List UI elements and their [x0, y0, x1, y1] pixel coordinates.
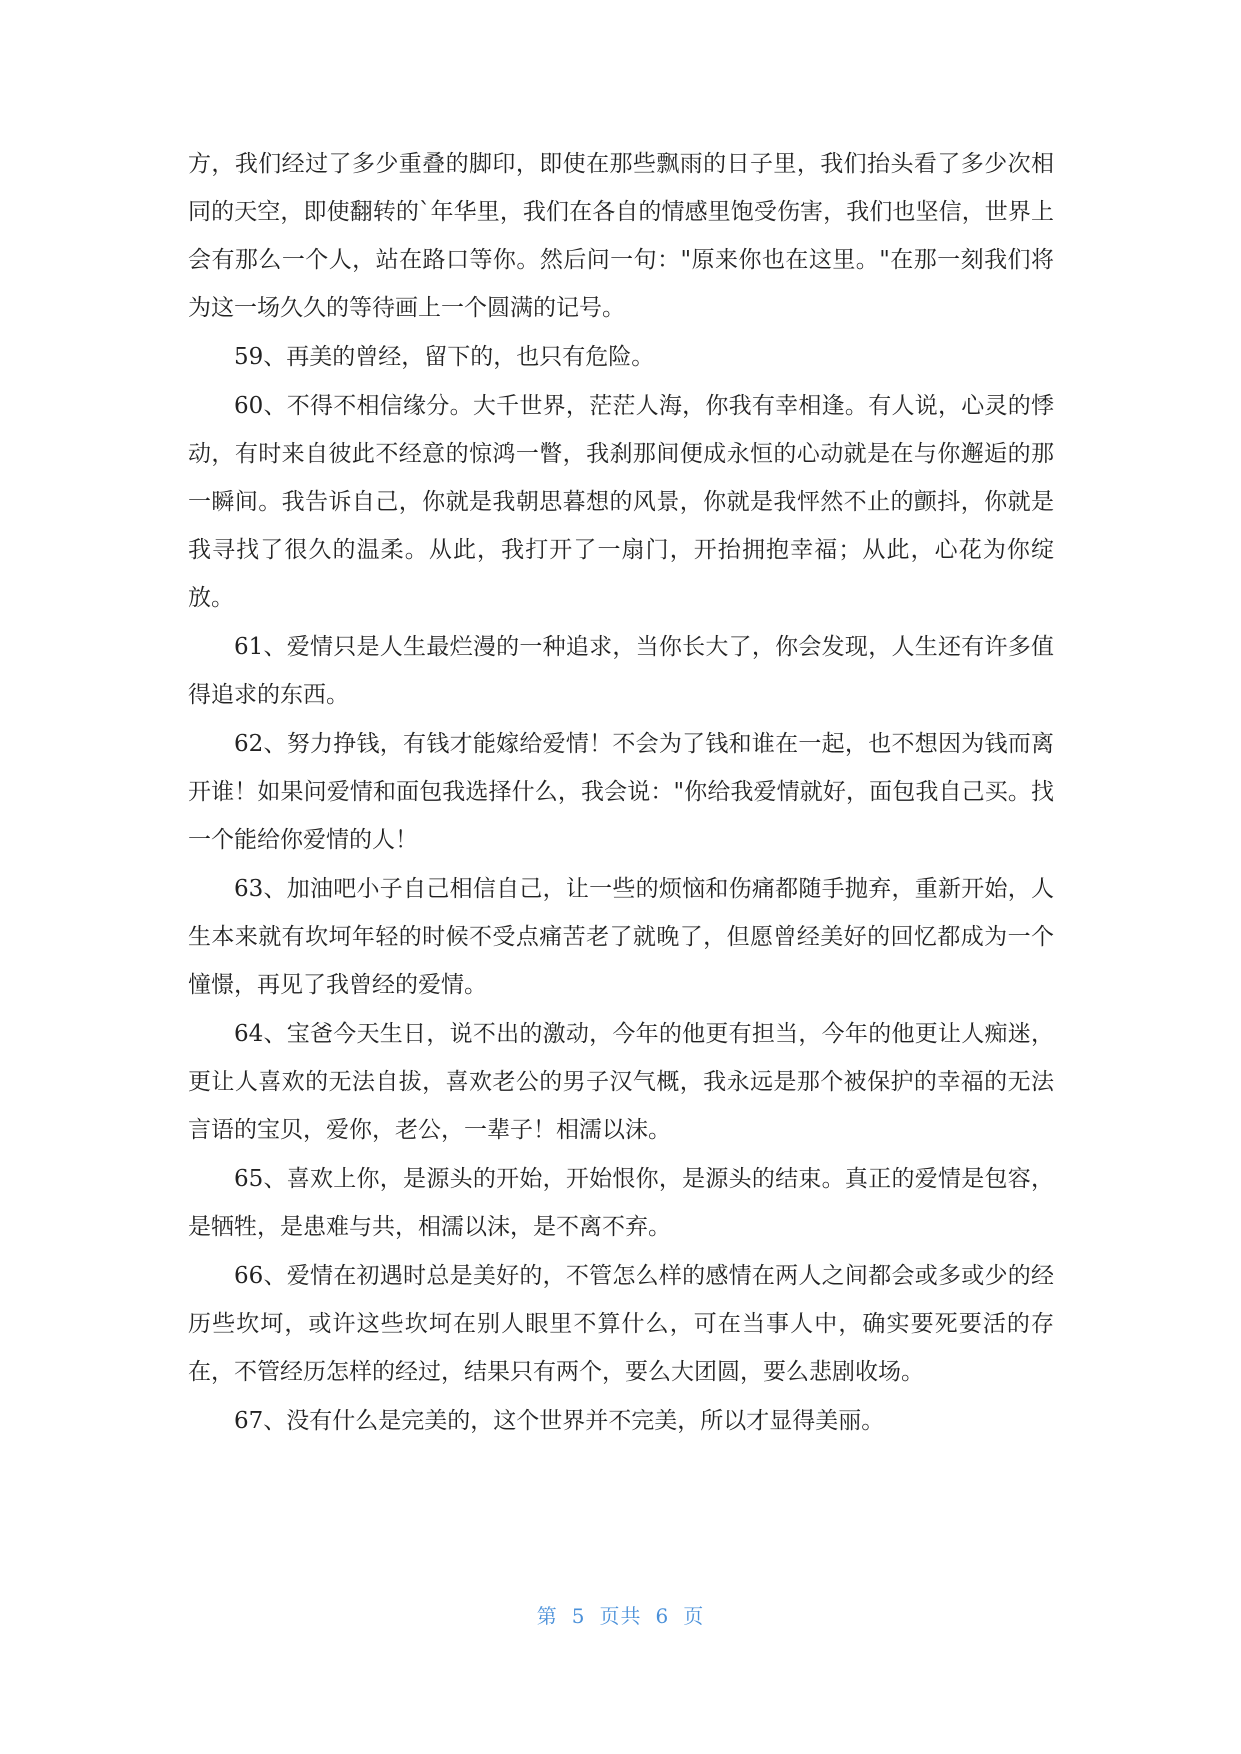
paragraph-65: 65、喜欢上你，是源头的开始，开始恨你，是源头的结束。真正的爱情是包容，是牺牲，是患难与共，相濡以沫，是不离不弃。 — [188, 1166, 1054, 1240]
paragraph-67: 67、没有什么是完美的，这个世界并不完美，所以才显得美丽。 — [234, 1408, 885, 1434]
paragraph-continuation: 方，我们经过了多少重叠的脚印，即使在那些飘雨的日子里，我们抬头看了多少次相同的天空，即使翻转的`年华里，我们在各自的情感里饱受伤害，我们也坚信，世界上会有那么一个人，站在路口等你。然后问一句："原来你也在这里。"在那一刻我们将为这一场久久的等待画上一个圆满的记号。 — [188, 151, 1054, 321]
footer-ye: 页 — [683, 1604, 705, 1628]
paragraph-60: 60、不得不相信缘分。大千世界，茫茫人海，你我有幸相逢。有人说，心灵的悸动，有时来自彼此不经意的惊鸿一瞥，我刹那间便成永恒的心动就是在与你邂逅的那一瞬间。我告诉自己，你就是我朝思暮想的风景，你就是我怦然不止的颤抖，你就是我寻找了很久的温柔。从此，我打开了一扇门，开抬拥抱幸福；从此，心花为你绽放。 — [188, 393, 1054, 611]
paragraph-62: 62、努力挣钱，有钱才能嫁给爱情！不会为了钱和谁在一起，也不想因为钱而离开谁！如果问爱情和面包我选择什么，我会说："你给我爱情就好，面包我自己买。找一个能给你爱情的人！ — [188, 731, 1054, 853]
paragraph-64: 64、宝爸今天生日，说不出的激动，今年的他更有担当，今年的他更让人痴迷，更让人喜欢的无法自拔，喜欢老公的男子汉气概，我永远是那个被保护的幸福的无法言语的宝贝，爱你，老公，一辈子！相濡以沫。 — [188, 1021, 1054, 1143]
paragraph-59: 59、再美的曾经，留下的，也只有危险。 — [234, 344, 655, 370]
paragraph-63: 63、加油吧小子自己相信自己，让一些的烦恼和伤痛都随手抛弃，重新开始，人生本来就有坎坷年轻的时候不受点痛苦老了就晚了，但愿曾经美好的回忆都成为一个憧憬，再见了我曾经的爱情。 — [188, 876, 1054, 998]
footer-ye-gong: 页共 — [599, 1604, 642, 1628]
page-footer — [0, 1600, 1241, 1629]
document-body — [188, 140, 1054, 1446]
footer-di: 第 — [536, 1604, 558, 1628]
paragraph-61: 61、爱情只是人生最烂漫的一种追求，当你长大了，你会发现，人生还有许多值得追求的东西。 — [188, 634, 1054, 708]
page-number: 5 — [571, 1604, 586, 1628]
page-total: 6 — [655, 1604, 670, 1628]
paragraph-66: 66、爱情在初遇时总是美好的，不管怎么样的感情在两人之间都会或多或少的经历些坎坷，或许这些坎坷在别人眼里不算什么，可在当事人中，确实要死要活的存在，不管经历怎样的经过，结果只有两个，要么大团圆，要么悲剧收场。 — [188, 1263, 1054, 1385]
